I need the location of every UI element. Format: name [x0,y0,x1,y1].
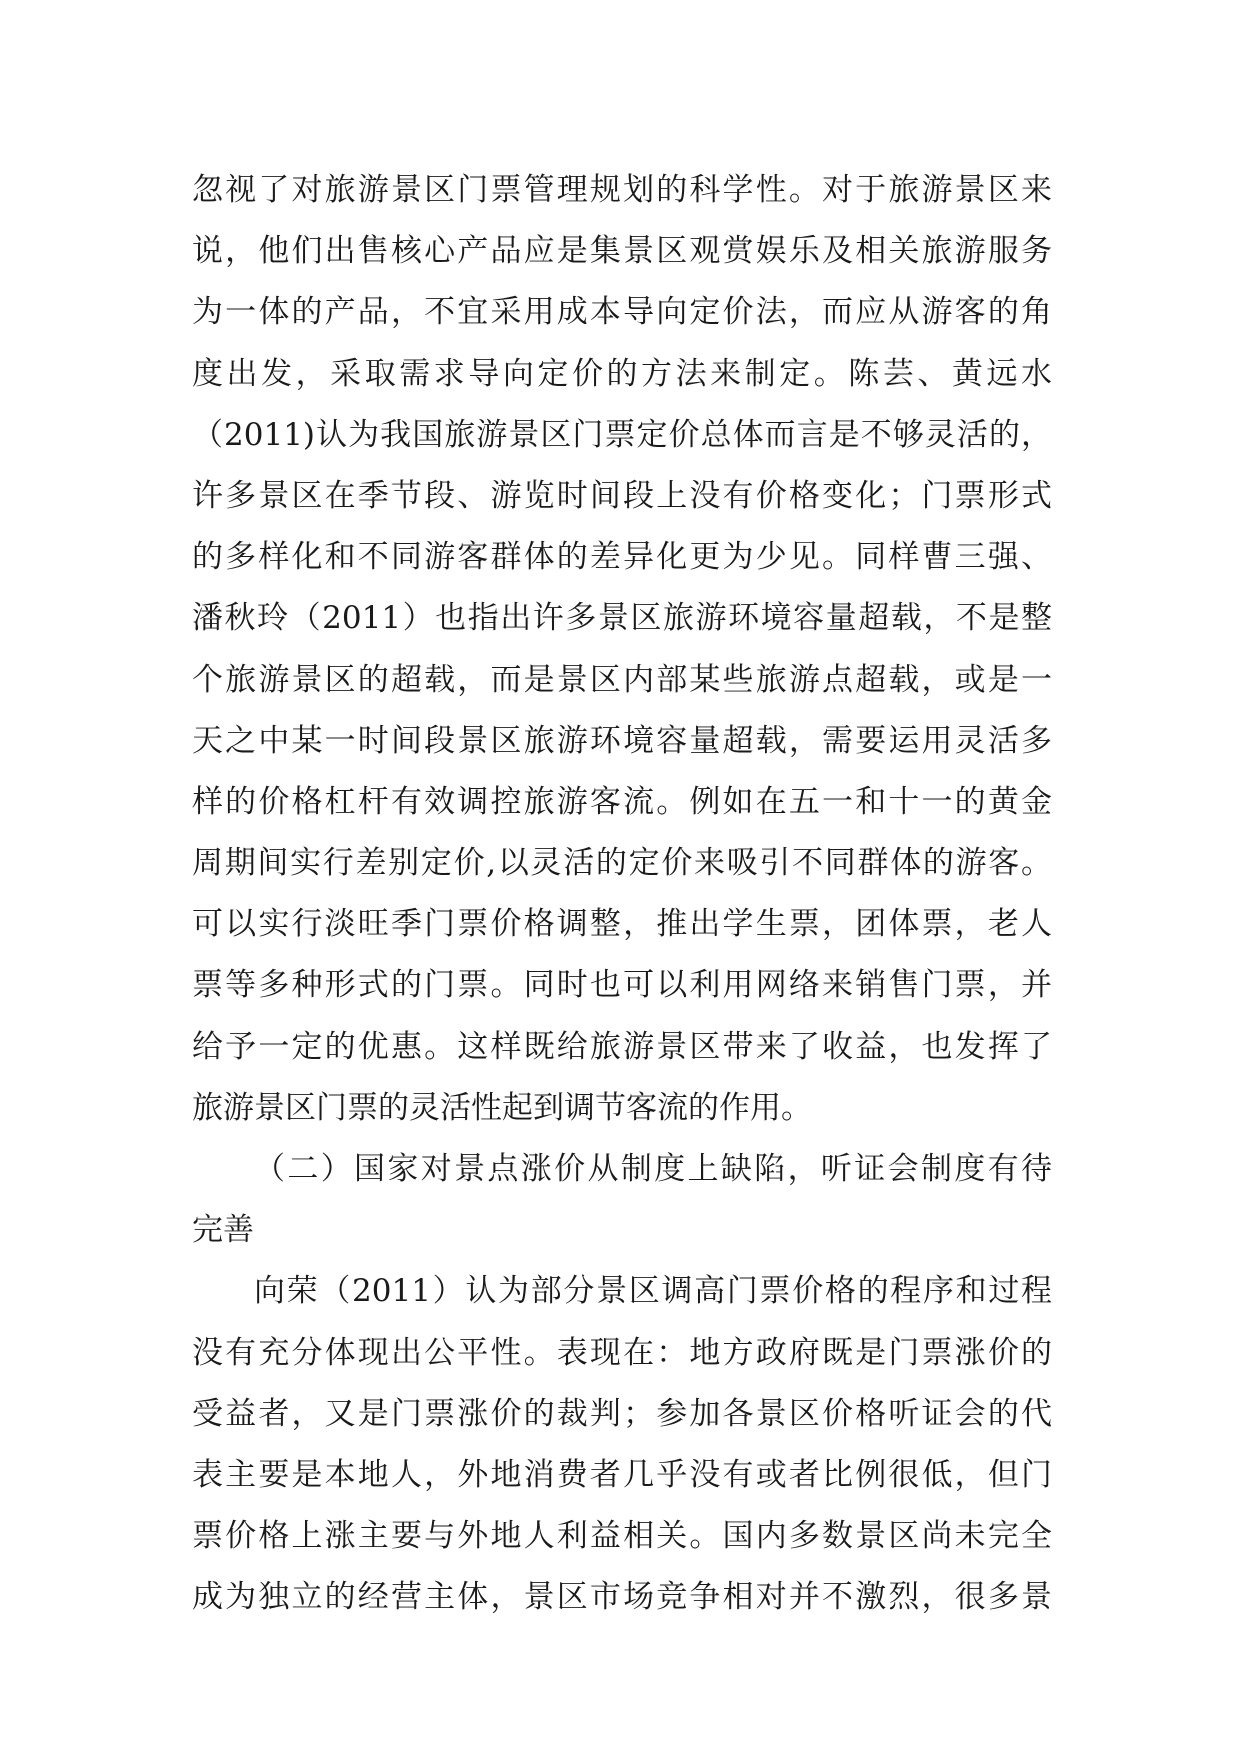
text-line: 给予一定的优惠。这样既给旅游景区带来了收益，也发挥了 [192,1028,1052,1065]
text-line: 为一体的产品，不宜采用成本导向定价法，而应从游客的角 [192,294,1052,331]
text-line: （2011)认为我国旅游景区门票定价总体而言是不够灵活的， [192,416,1052,453]
body-text [192,160,1052,1629]
text-line: 受益者，又是门票涨价的裁判；参加各景区价格听证会的代 [192,1395,1052,1432]
text-line: 潘秋玲（2011）也指出许多景区旅游环境容量超载，不是整 [192,600,1052,637]
text-line: 的多样化和不同游客群体的差异化更为少见。同样曹三强、 [192,539,1052,576]
text-line: 天之中某一时间段景区旅游环境容量超载，需要运用灵活多 [192,722,1052,759]
text-line: 票等多种形式的门票。同时也可以利用网络来销售门票，并 [192,967,1052,1004]
text-line: 可以实行淡旺季门票价格调整，推出学生票，团体票，老人 [192,906,1052,943]
text-line: 度出发，采取需求导向定价的方法来制定。陈芸、黄远水 [192,355,1052,392]
text-line: 向荣（2011）认为部分景区调高门票价格的程序和过程 [254,1273,1052,1310]
text-line: 完善 [192,1212,254,1249]
text-line: 样的价格杠杆有效调控旅游客流。例如在五一和十一的黄金 [192,783,1052,820]
text-line: 旅游景区门票的灵活性起到调节客流的作用。 [192,1089,812,1126]
text-line: 个旅游景区的超载，而是景区内部某些旅游点超载，或是一 [192,661,1052,698]
text-line: 成为独立的经营主体，景区市场竞争相对并不激烈，很多景 [192,1579,1052,1616]
text-line: 表主要是本地人，外地消费者几乎没有或者比例很低，但门 [192,1456,1052,1493]
text-line: 票价格上涨主要与外地人利益相关。国内多数景区尚未完全 [192,1518,1052,1555]
text-line: 许多景区在季节段、游览时间段上没有价格变化；门票形式 [192,477,1052,514]
text-line: 周期间实行差别定价,以灵活的定价来吸引不同群体的游客。 [192,845,1052,882]
text-line: 没有充分体现出公平性。表现在：地方政府既是门票涨价的 [192,1334,1052,1371]
text-line: 忽视了对旅游景区门票管理规划的科学性。对于旅游景区来 [192,172,1052,208]
text-line: 说，他们出售核心产品应是集景区观赏娱乐及相关旅游服务 [192,233,1052,270]
text-line: （二）国家对景点涨价从制度上缺陷，听证会制度有待 [254,1151,1052,1187]
